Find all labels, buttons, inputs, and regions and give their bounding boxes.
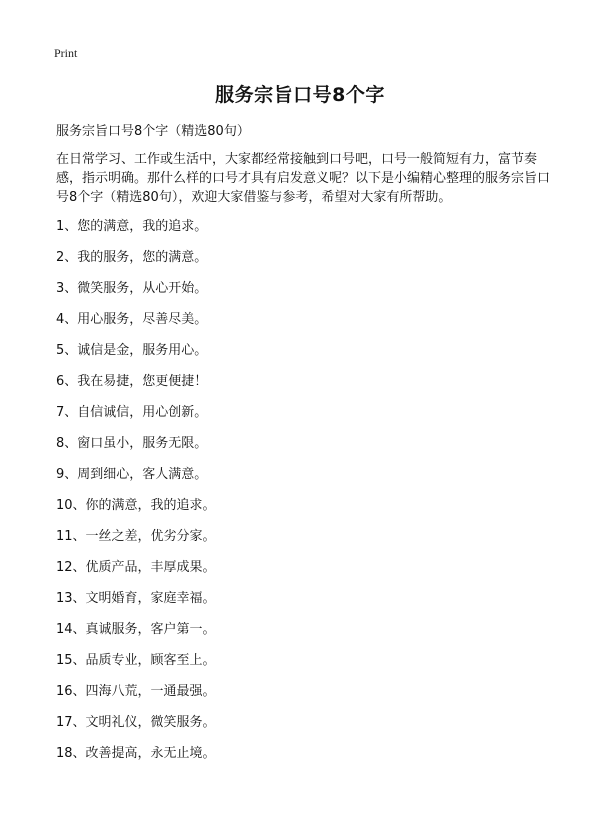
slogan-item: 1、您的满意，我的追求。 [56,219,208,234]
slogan-item: 6、我在易捷，您更便捷！ [56,374,208,389]
slogan-item: 17、文明礼仪，微笑服务。 [56,715,216,730]
slogan-item: 4、用心服务，尽善尽美。 [56,312,208,327]
slogan-item: 14、真诚服务，客户第一。 [56,622,216,637]
intro-paragraph: 在日常学习、工作或生活中，大家都经常接触到口号吧，口号一般简短有力，富节奏感，指示明确。那什么样的口号才具有启发意义呢？以下是小编精心整理的服务宗旨口号8个字（精选80句），欢迎大家借鉴与参考，希望对大家有所帮助。 [56,152,551,205]
slogan-item: 7、自信诚信，用心创新。 [56,405,208,420]
slogan-item: 2、我的服务，您的满意。 [56,250,208,265]
slogan-item: 8、窗口虽小，服务无限。 [56,436,208,451]
print-link[interactable]: Print [54,46,78,60]
slogan-item: 3、微笑服务，从心开始。 [56,281,208,296]
slogan-item: 10、你的满意，我的追求。 [56,498,216,513]
slogan-item: 12、优质产品，丰厚成果。 [56,560,216,575]
slogan-item: 13、文明婚育，家庭幸福。 [56,591,216,606]
slogan-item: 16、四海八荒，一通最强。 [56,684,216,699]
slogan-item: 18、改善提高，永无止境。 [56,746,216,761]
page-title: 服务宗旨口号8个字 [215,84,385,106]
slogan-item: 5、诚信是金，服务用心。 [56,343,208,358]
slogan-item: 11、一丝之差，优劣分家。 [56,529,216,544]
subtitle: 服务宗旨口号8个字（精选80句） [56,124,250,139]
slogan-item: 9、周到细心，客人满意。 [56,467,208,482]
slogan-item: 15、品质专业，顾客至上。 [56,653,216,668]
slogan-list [56,211,216,769]
